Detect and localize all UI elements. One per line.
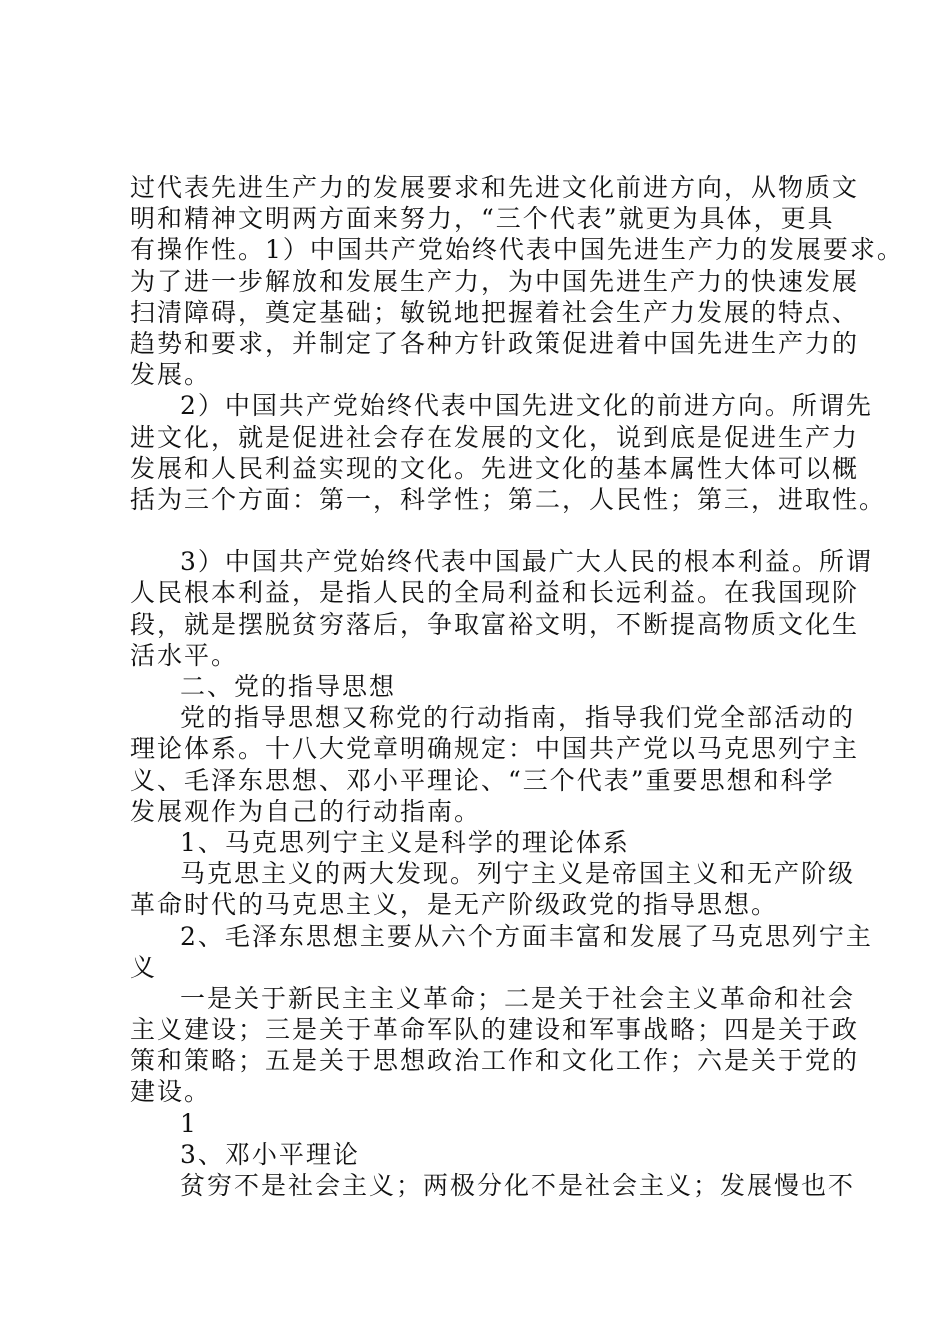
paragraph-start: 一是关于新民主主义革命；二是关于社会主义革命和社会 — [180, 983, 856, 1013]
text-line: 发展。 — [130, 360, 212, 390]
text-line: 策和策略；五是关于思想政治工作和文化工作；六是关于党的 — [130, 1046, 860, 1076]
text-line: 革命时代的马克思主义，是无产阶级政党的指导思想。 — [130, 890, 779, 920]
text-line: 义、毛泽东思想、邓小平理论、“三个代表”重要思想和科学 — [130, 765, 835, 795]
section-heading: 二、党的指导思想 — [180, 672, 397, 701]
paragraph-start: 2）中国共产党始终代表中国先进文化的前进方向。所谓先 — [180, 391, 873, 421]
text-line: 趋势和要求，并制定了各种方针政策促进着中国先进生产力的 — [130, 328, 860, 358]
text-line: 发展观作为自己的行动指南。 — [130, 796, 482, 826]
text-line: 扫清障碍，奠定基础；敏锐地把握着社会生产力发展的特点、 — [130, 297, 860, 327]
subsection-heading: 1、马克思列宁主义是科学的理论体系 — [180, 827, 630, 857]
text-line: 进文化，就是促进社会存在发展的文化，说到底是促进生产力 — [130, 422, 860, 452]
text-line: 有操作性。1）中国共产党始终代表中国先进生产力的发展要求。 — [130, 235, 904, 265]
text-line: 为了进一步解放和发展生产力，为中国先进生产力的快速发展 — [130, 266, 860, 296]
text-line: 括为三个方面：第一，科学性；第二，人民性；第三，进取性。 — [130, 484, 887, 514]
paragraph-start: 贫穷不是社会主义；两极分化不是社会主义；发展慢也不 — [180, 1171, 856, 1200]
text-line: 理论体系。十八大党章明确规定：中国共产党以马克思列宁主 — [130, 734, 860, 764]
text-line: 活水平。 — [130, 640, 239, 670]
subsection-heading: 3、邓小平理论 — [180, 1139, 360, 1169]
text-line: 过代表先进生产力的发展要求和先进文化前进方向，从物质文 — [130, 173, 860, 202]
text-line: 建设。 — [130, 1077, 212, 1107]
text-line: 人民根本利益，是指人民的全局利益和长远利益。在我国现阶 — [130, 578, 860, 608]
paragraph-start: 3）中国共产党始终代表中国最广大人民的根本利益。所谓 — [180, 547, 873, 577]
paragraph-start: 党的指导思想又称党的行动指南，指导我们党全部活动的 — [180, 703, 856, 733]
paragraph-gap — [130, 515, 850, 546]
page-number: 1 — [180, 1108, 198, 1138]
subsection-heading: 2、毛泽东思想主要从六个方面丰富和发展了马克思列宁主 — [180, 921, 873, 951]
text-line: 发展和人民利益实现的文化。先进文化的基本属性大体可以概 — [130, 453, 860, 483]
document-body — [130, 172, 904, 1201]
paragraph-start: 马克思主义的两大发现。列宁主义是帝国主义和无产阶级 — [180, 859, 856, 889]
text-line: 主义建设；三是关于革命军队的建设和军事战略；四是关于政 — [130, 1015, 860, 1045]
text-line: 明和精神文明两方面来努力，“三个代表”就更为具体，更具 — [130, 204, 835, 234]
text-line: 段，就是摆脱贫穷落后，争取富裕文明，不断提高物质文化生 — [130, 609, 860, 639]
text-line: 义 — [130, 952, 158, 982]
